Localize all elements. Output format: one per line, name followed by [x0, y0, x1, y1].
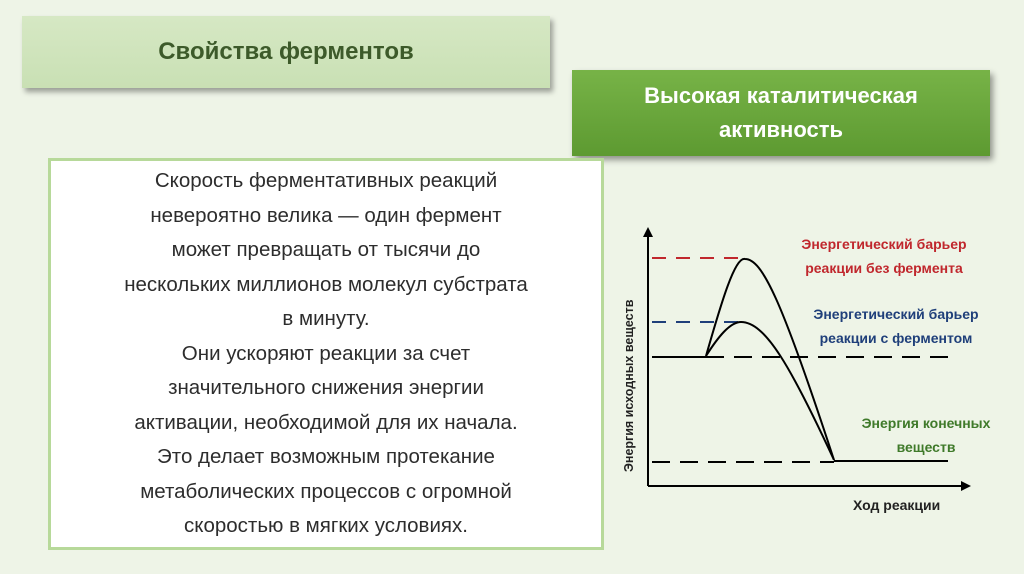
energy-diagram: [608, 222, 1018, 522]
title-banner: [22, 16, 550, 88]
body-line: Скорость ферментативных реакций: [154, 169, 498, 193]
y-axis-label: Энергия исходных веществ: [622, 299, 636, 472]
body-line: в минуту.: [282, 307, 370, 331]
body-line: активации, необходимой для их начала.: [134, 410, 518, 434]
barrier-with-enzyme-label-2: реакции с ферментом: [819, 330, 973, 346]
body-line: невероятно велика — один фермент: [150, 203, 502, 227]
subtitle-banner: [572, 70, 990, 156]
body-line: значительного снижения энергии: [168, 376, 484, 400]
body-line: может превращать от тысячи до: [171, 238, 481, 262]
body-line: метаболических процессов с огромной: [140, 479, 512, 503]
curve-without-enzyme: [706, 259, 834, 460]
barrier-with-enzyme-label-1: Энергетический барьер: [813, 306, 979, 322]
page-title: Свойства ферментов: [158, 38, 414, 65]
body-line: нескольких миллионов молекул субстрата: [124, 272, 528, 296]
barrier-without-enzyme-label-2: реакции без фермента: [805, 260, 963, 276]
body-line: Это делает возможным протекание: [157, 445, 495, 469]
curve-with-enzyme: [706, 322, 834, 460]
final-energy-label-1: Энергия конечных: [861, 415, 991, 431]
final-energy-label-2: веществ: [896, 439, 956, 455]
subtitle-line-2: активность: [718, 117, 844, 142]
x-axis-label: Ход реакции: [853, 497, 941, 513]
description-box: [48, 158, 604, 550]
subtitle: [644, 79, 918, 147]
subtitle-line-1: Высокая каталитическая: [644, 83, 918, 108]
body-line: Они ускоряют реакции за счет: [181, 341, 471, 365]
barrier-without-enzyme-label-1: Энергетический барьер: [801, 236, 967, 252]
body-line: скоростью в мягких условиях.: [184, 514, 468, 538]
